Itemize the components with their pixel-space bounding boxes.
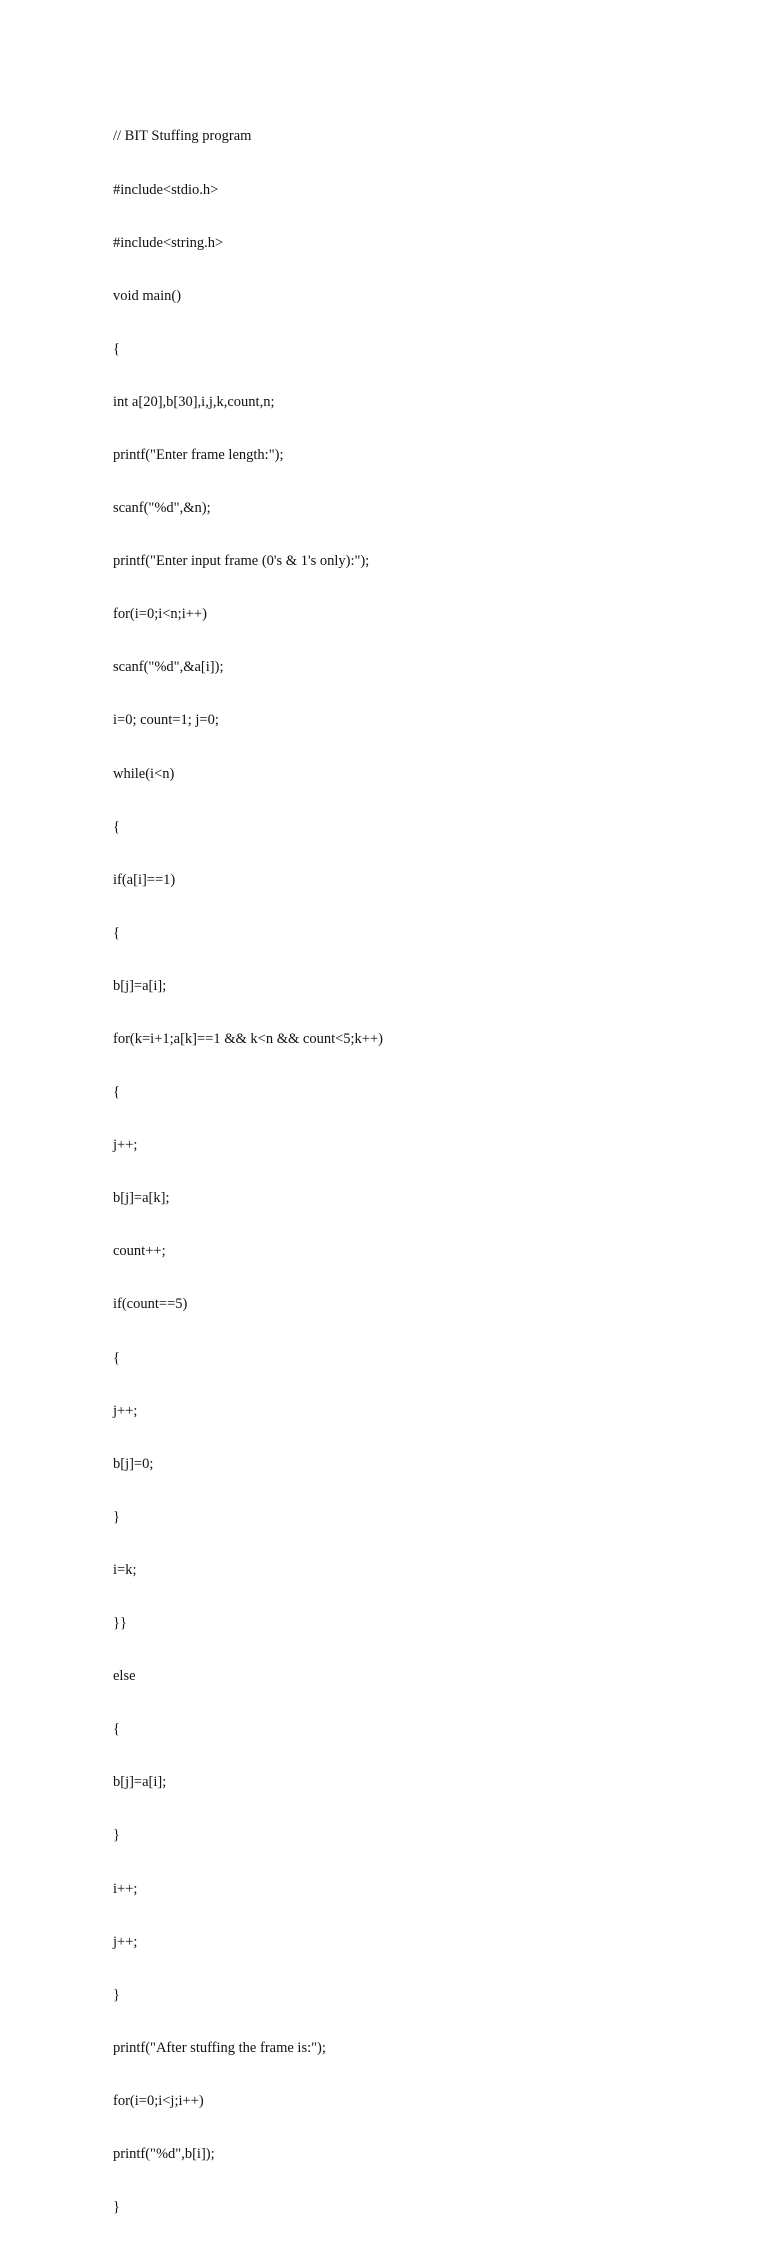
code-line: j++; <box>113 1402 138 1419</box>
code-line: b[j]=a[i]; <box>113 1774 167 1791</box>
code-line: while(i<n) <box>113 765 175 782</box>
code-line: #include<string.h> <box>113 234 224 251</box>
code-line: printf("%d",b[i]); <box>113 2145 215 2162</box>
code-line: count++; <box>113 1243 166 1260</box>
code-line: printf("After stuffing the frame is:"); <box>113 2039 326 2056</box>
code-line: } <box>113 1827 120 1844</box>
code-listing <box>113 93 383 2252</box>
code-line: void main() <box>113 287 182 304</box>
code-line: // BIT Stuffing program <box>113 128 252 145</box>
code-line: { <box>113 1084 120 1101</box>
code-line: i=k; <box>113 1561 137 1578</box>
code-line: b[j]=a[k]; <box>113 1190 170 1207</box>
code-line: scanf("%d",&a[i]); <box>113 659 224 676</box>
code-line: #include<stdio.h> <box>113 181 219 198</box>
code-line: j++; <box>113 1933 138 1950</box>
code-line: scanf("%d",&n); <box>113 500 211 517</box>
code-line: { <box>113 924 120 941</box>
code-line: for(i=0;i<n;i++) <box>113 606 207 623</box>
code-line: { <box>113 818 120 835</box>
code-line: if(a[i]==1) <box>113 871 176 888</box>
code-line: if(count==5) <box>113 1296 188 1313</box>
code-line: int a[20],b[30],i,j,k,count,n; <box>113 393 275 410</box>
code-line: printf("Enter input frame (0's & 1's only):"); <box>113 553 370 570</box>
code-line: { <box>113 340 120 357</box>
code-line: i=0; count=1; j=0; <box>113 712 219 729</box>
code-line: j++; <box>113 1137 138 1154</box>
code-line: for(k=i+1;a[k]==1 && k<n && count<5;k++) <box>113 1031 383 1047</box>
code-line: b[j]=0; <box>113 1455 154 1472</box>
code-line: i++; <box>113 1880 138 1897</box>
code-line: { <box>113 1349 120 1366</box>
code-line: printf("Enter frame length:"); <box>113 446 284 463</box>
code-line: { <box>113 1721 120 1738</box>
code-line: else <box>113 1668 136 1685</box>
code-line: } <box>113 1986 120 2003</box>
code-line: }} <box>113 1615 127 1632</box>
code-line: } <box>113 2199 120 2216</box>
code-line: b[j]=a[i]; <box>113 977 167 994</box>
code-line: } <box>113 1508 120 1525</box>
code-line: for(i=0;i<j;i++) <box>113 2092 204 2109</box>
